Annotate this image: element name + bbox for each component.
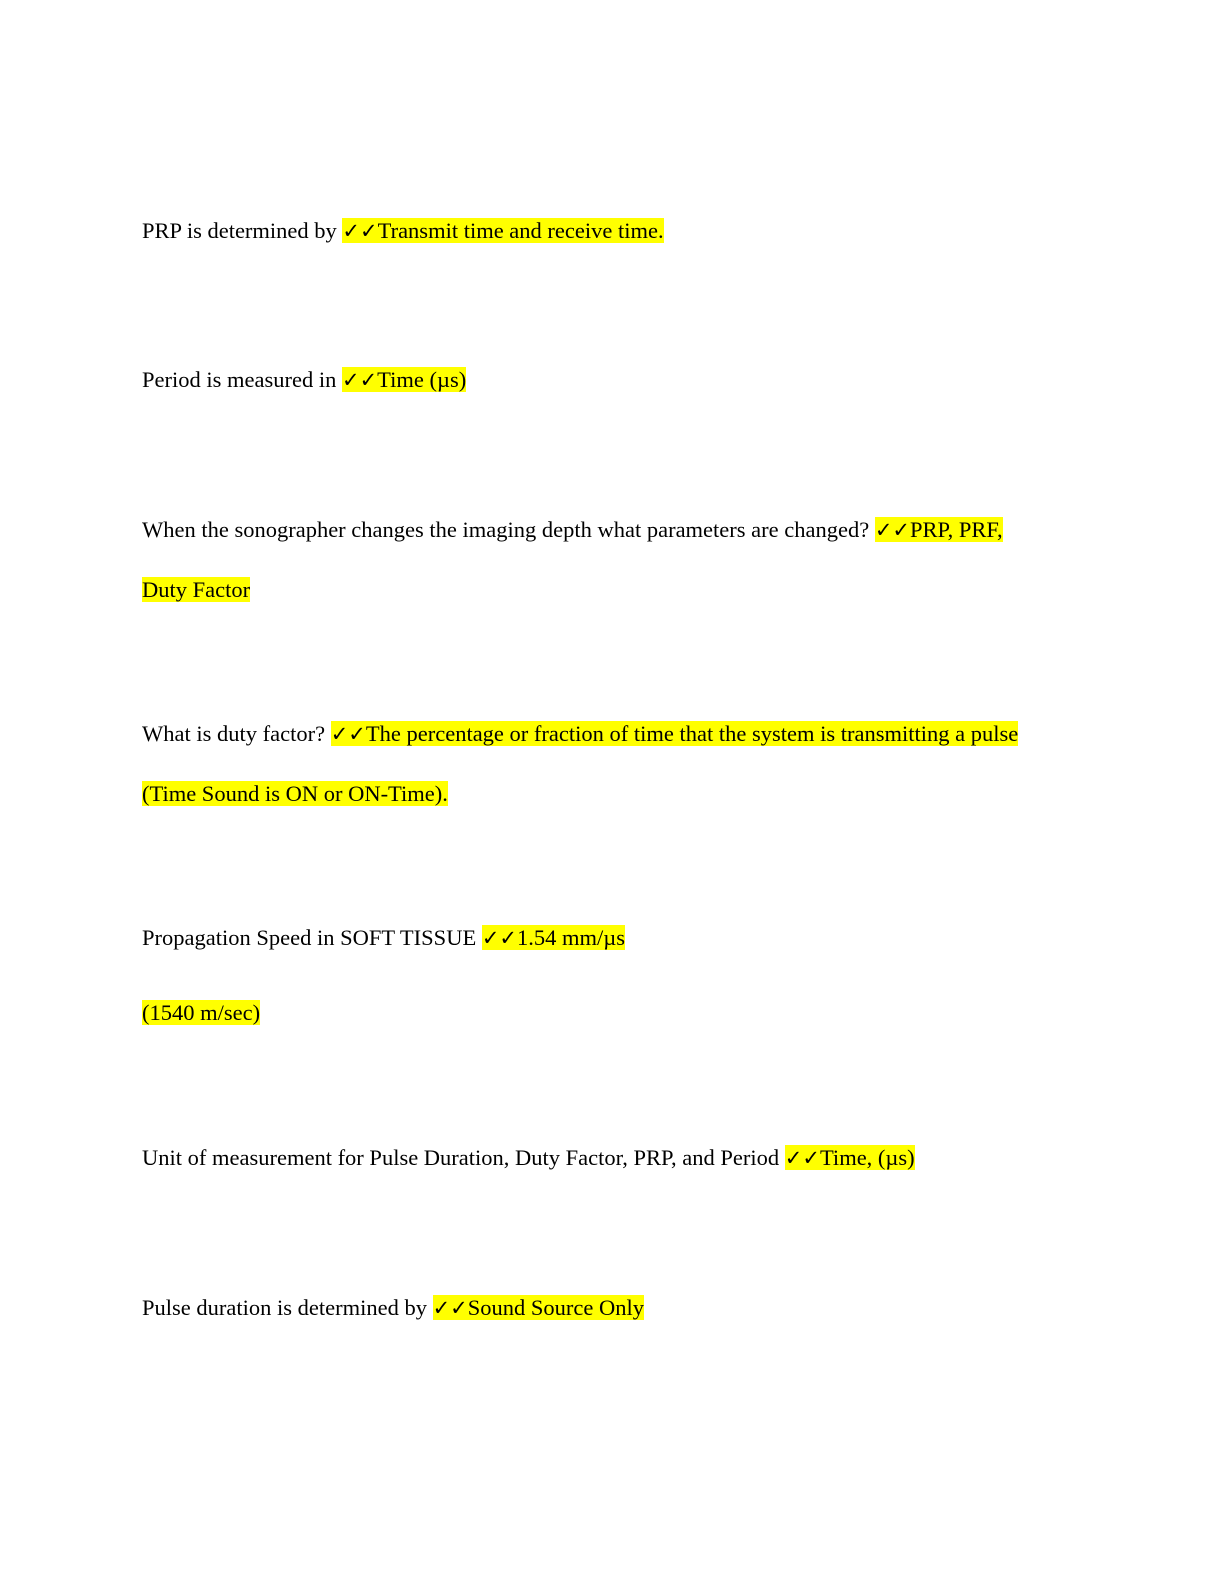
answer-highlight-continued: Duty Factor xyxy=(142,577,251,602)
answer-highlight xyxy=(482,925,625,950)
double-check-icon: ✓✓ xyxy=(481,926,518,950)
qa-item-pulse-duration xyxy=(142,1278,1082,1338)
question-text: PRP is determined by xyxy=(142,218,337,243)
answer-text: Time, (µs) xyxy=(819,1145,915,1170)
answer-highlight xyxy=(433,1295,644,1320)
answer-highlight-continued: (Time Sound is ON or ON-Time). xyxy=(142,781,448,806)
answer-text: Sound Source Only xyxy=(467,1295,645,1320)
double-check-icon: ✓✓ xyxy=(342,219,378,243)
qa-item-propagation-speed-continued xyxy=(142,983,1082,1043)
question-text: Propagation Speed in SOFT TISSUE xyxy=(142,925,477,950)
question-text: What is duty factor? xyxy=(142,721,326,746)
question-text: Unit of measurement for Pulse Duration, Duty Factor, PRP, and Period xyxy=(142,1145,780,1170)
question-text: Pulse duration is determined by xyxy=(142,1295,427,1320)
double-check-icon: ✓✓ xyxy=(784,1146,820,1170)
question-text: Period is measured in xyxy=(142,367,337,392)
answer-highlight xyxy=(342,218,663,243)
qa-item-imaging-depth xyxy=(142,500,1082,620)
answer-highlight xyxy=(785,1145,915,1170)
double-check-icon: ✓✓ xyxy=(330,722,366,746)
qa-item-prp xyxy=(142,201,1082,261)
qa-item-propagation-speed xyxy=(142,908,1082,968)
answer-text: Transmit time and receive time. xyxy=(377,218,664,243)
double-check-icon: ✓✓ xyxy=(432,1296,468,1320)
answer-text: PRP, PRF, xyxy=(910,517,1003,542)
answer-text: The percentage or fraction of time that the system is transmitting a pulse xyxy=(365,721,1019,746)
double-check-icon: ✓✓ xyxy=(341,368,378,392)
answer-text: 1.54 mm/µs xyxy=(517,925,625,950)
answer-text: Time (µs) xyxy=(377,367,467,392)
qa-item-unit-of-measurement xyxy=(142,1128,1082,1188)
qa-item-period xyxy=(142,350,1082,410)
answer-highlight-continued: (1540 m/sec) xyxy=(142,1000,261,1025)
double-check-icon: ✓✓ xyxy=(874,518,911,542)
answer-highlight xyxy=(875,517,1003,542)
answer-highlight xyxy=(331,721,1019,746)
qa-item-duty-factor xyxy=(142,704,1082,824)
answer-highlight xyxy=(342,367,466,392)
question-text: When the sonographer changes the imaging depth what parameters are changed? xyxy=(142,517,870,542)
